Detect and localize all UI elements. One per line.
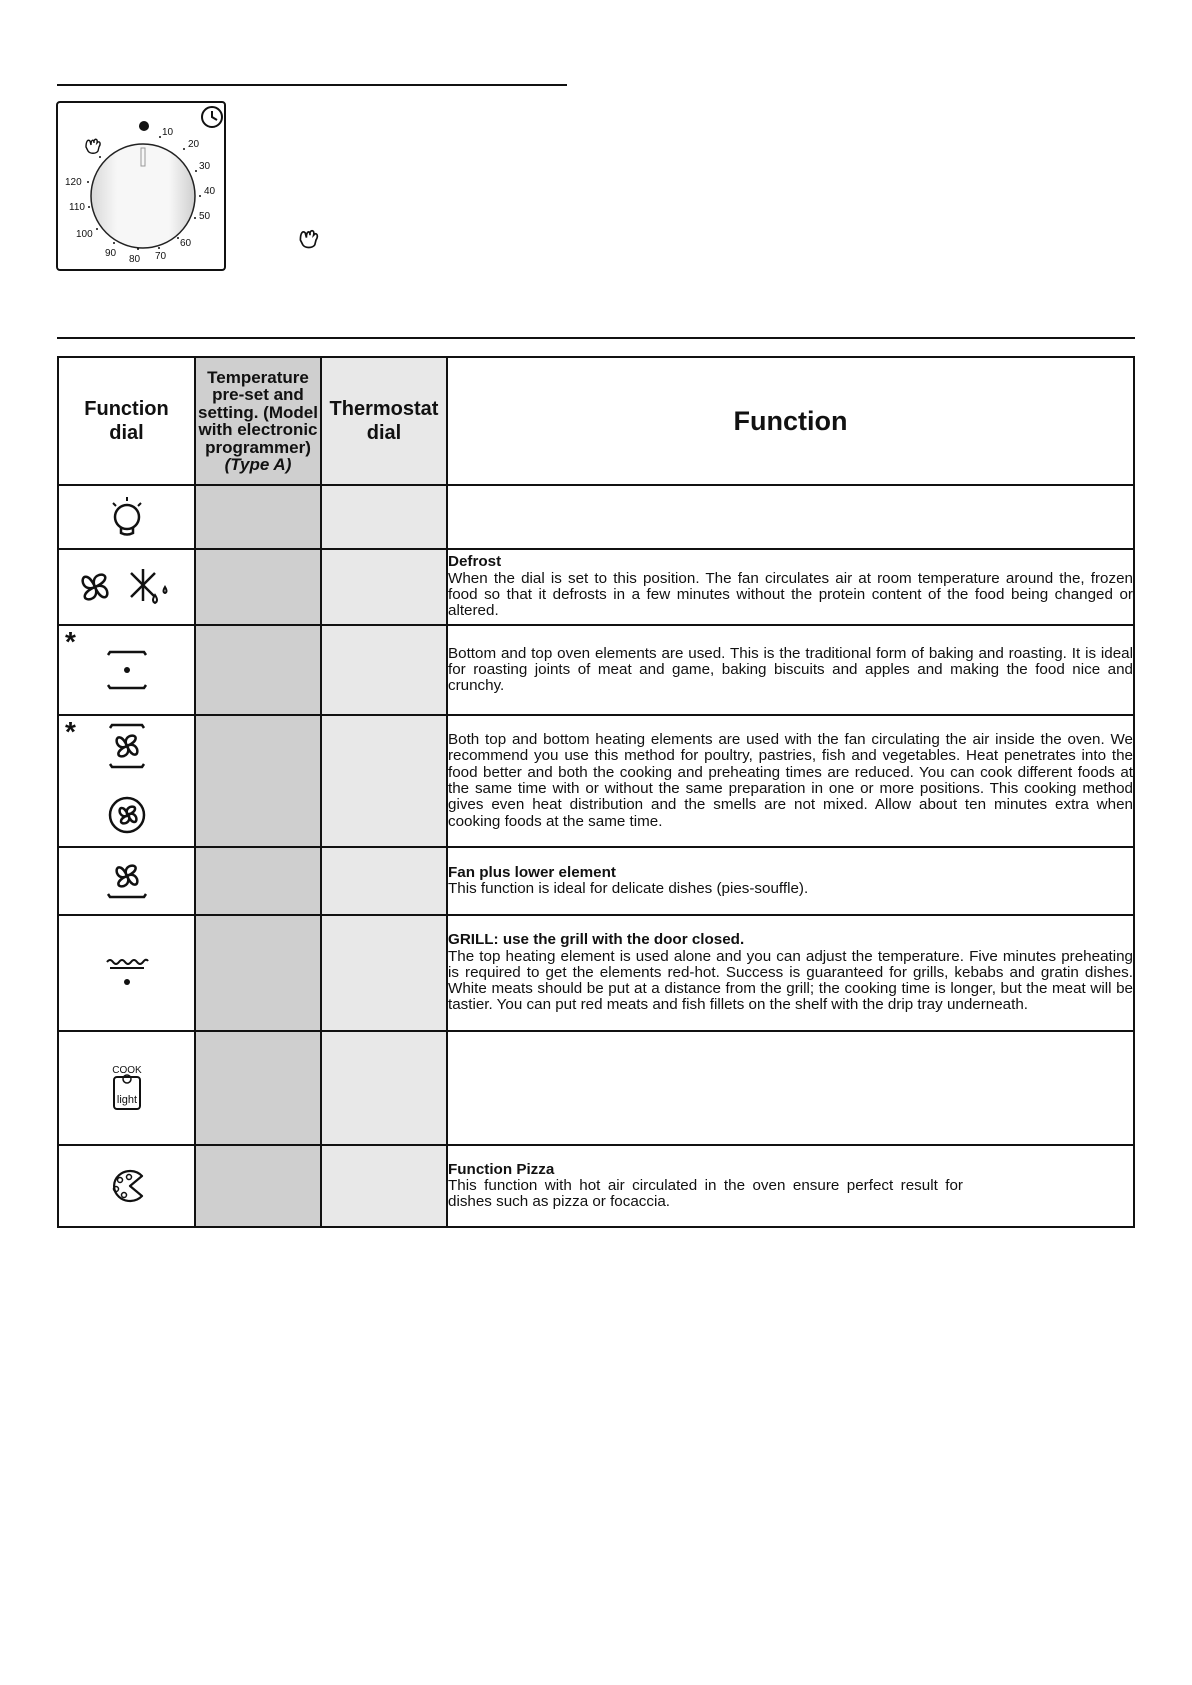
scale-label: 40 [204,186,216,197]
pizza-icon [104,1166,150,1206]
scale-label: 60 [180,238,192,249]
fan-lower-element-icon [102,856,152,906]
thermostat-cell [321,1031,447,1145]
header-function-text: Function [733,405,848,436]
function-description [447,625,1134,715]
function-title: GRILL: use the grill with the door closed. [448,931,745,949]
header-temperature-type: (Type A) [224,455,292,474]
scale-label: 110 [69,202,85,213]
top-rule [57,84,567,86]
cook-label: COOK [111,1065,142,1076]
function-icon-cell [58,625,195,715]
timer-dial-illustration [56,101,226,271]
temperature-cell [195,847,321,915]
thermostat-cell [321,549,447,625]
function-text: When the dial is set to this position. The fan circulates air at room temperature around the, frozen food so that it defrosts in a few minutes without the protein content of the food being changed or altered. [448,569,1133,620]
function-description [447,549,1134,625]
function-description [447,915,1134,1031]
table-row [58,915,1134,1031]
temperature-cell [195,715,321,847]
scale-label: 100 [76,229,93,240]
scale-label: 20 [188,139,200,150]
grill-icon [102,953,152,993]
table-header-row [58,357,1134,485]
function-description [447,1031,1134,1145]
table-row [58,847,1134,915]
scale-label: 90 [105,248,117,259]
header-temperature-text: Temperature pre-set and setting. (Model with electronic programmer) [198,367,318,457]
thermostat-cell [321,485,447,549]
light-label: light [116,1094,137,1106]
temperature-cell [195,549,321,625]
oven-functions-table [57,356,1135,1228]
function-icon-cell [58,847,195,915]
function-icon-cell [58,1145,195,1227]
function-text: Bottom and top oven elements are used. This is the traditional form of baking and roasting. It is ideal for roasting joints of meat and game, baking biscuits and apples and making the food nice and crunchy. [448,644,1133,695]
header-temperature [195,357,321,485]
function-icon-cell [58,915,195,1031]
hand-icon [298,228,322,252]
table-row [58,485,1134,549]
function-description [447,1145,1134,1227]
function-text: Both top and bottom heating elements are used with the fan circulating the air inside the oven. We recommend you use this method for poultry, pastries, fish and vegetables. Heat penetrates into the food better and both the cooking and preheating times are reduced. You can cook different foods at the same time with or without the same preparation in one or more positions. This cooking method gives even heat distribution and the smells are not mixed. Allow about ten minutes extra when cooking foods at the same time. [448,731,1133,830]
function-description [447,715,1134,847]
function-icon-cell [58,549,195,625]
table-row [58,715,1134,847]
header-function [447,357,1134,485]
function-icon-cell [58,485,195,549]
temperature-cell [195,1145,321,1227]
function-description [447,847,1134,915]
table-row [58,549,1134,625]
temperature-cell [195,625,321,715]
table-row [58,1145,1134,1227]
function-text: This function with hot air circulated in the oven ensure perfect result for dishes such as pizza or focaccia. [448,1176,963,1211]
function-text: The top heating element is used alone and you can adjust the temperature. Five minutes preheating is required to get the elements red-hot. Success is guaranteed for grills, kebabs and gratin dishes. White meats should be put at a distance from the grill; the cooking time is longer, but the meat will be tastier. You can put red meats and fish fillets on the shelf with the drip tray underneath. [448,947,1133,1014]
scale-label: 10 [162,127,174,138]
conventional-icon [102,645,152,695]
scale-label: 30 [199,161,211,172]
scale-label: 80 [129,254,141,265]
footnote-star: * [65,716,76,747]
scale-label: 70 [155,251,167,262]
header-function-dial-text: Function dial [84,398,169,444]
scale-label: 120 [65,177,82,188]
function-icon-cell [58,715,195,847]
fan-top-bottom-icon [102,719,152,843]
thermostat-cell [321,847,447,915]
scale-label: 50 [199,211,211,222]
table-row [58,625,1134,715]
function-title: Fan plus lower element [448,863,616,881]
oven-light-icon [107,495,147,539]
function-title: Defrost [448,553,502,571]
footnote-star: * [65,626,76,657]
function-title: Function Pizza [448,1160,555,1178]
thermostat-cell [321,915,447,1031]
header-thermostat-text: Thermostat dial [329,398,439,444]
thermostat-cell [321,715,447,847]
table-row [58,1031,1134,1145]
header-function-dial [58,357,195,485]
section-rule [57,337,1135,339]
function-text: This function is ideal for delicate dishes (pies-souffle). [448,880,809,897]
cook-light-icon [105,1063,149,1113]
timer-dial [56,101,226,271]
temperature-cell [195,485,321,549]
function-description [447,485,1134,549]
thermostat-cell [321,1145,447,1227]
thermostat-cell [321,625,447,715]
fan-defrost-icon [77,565,177,609]
header-thermostat-dial [321,357,447,485]
function-icon-cell [58,1031,195,1145]
temperature-cell [195,1031,321,1145]
temperature-cell [195,915,321,1031]
